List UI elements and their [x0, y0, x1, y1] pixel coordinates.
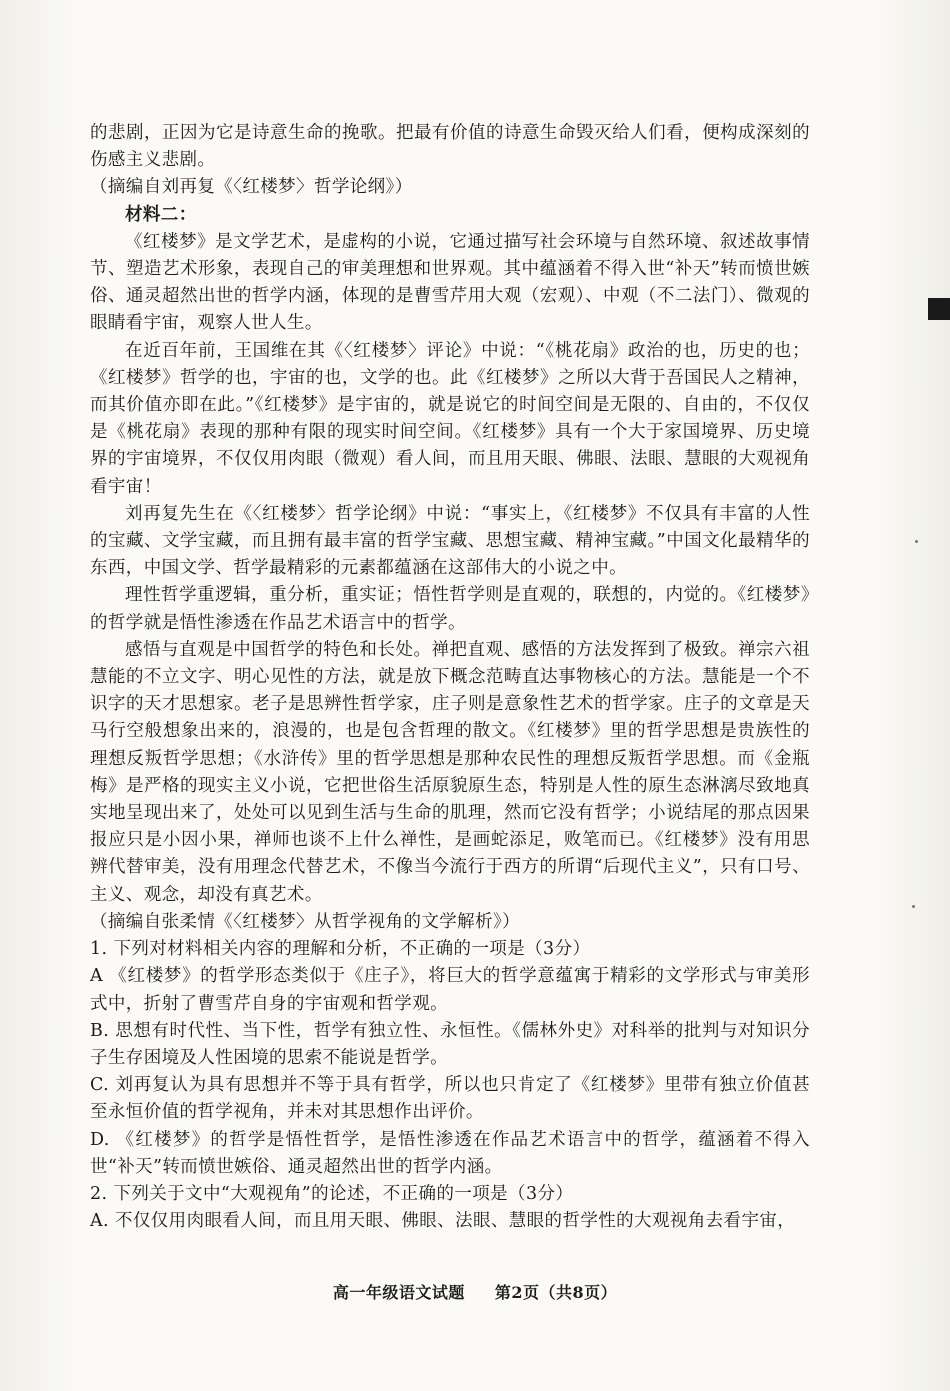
paragraph: 感悟与直观是中国哲学的特色和长处。禅把直观、感悟的方法发挥到了极致。禅宗六祖慧能的不立文字、明心见性的方法，就是放下概念范畴直达事物核心的方法。慧能是一个不识字的天才思想家。老子是思辨性哲学家，庄子则是意象性艺术的哲学家。庄子的文章是天马行空般想象出来的，浪漫的，也是包含哲理的散文。《红楼梦》里的哲学思想是贵族性的理想反叛哲学思想；《水浒传》里的哲学思想是那种农民性的理想反叛哲学思想。而《金瓶梅》是严格的现实主义小说，它把世俗生活原貌原生态，特别是人性的原生态淋漓尽致地真实地呈现出来了，处处可以见到生活与生命的肌理，然而它没有哲学；小说结尾的那点因果报应只是小因小果，禅师也谈不上什么禅性，是画蛇添足，败笔而已。《红楼梦》没有用思辨代替审美，没有用理念代替艺术，不像当今流行于西方的所谓“后现代主义”，只有口号、主义、观念，却没有真艺术。 [90, 639, 810, 905]
question-line: 1. 下列对材料相关内容的理解和分析，不正确的一项是（3分） [90, 939, 591, 960]
paragraph: 的悲剧，正因为它是诗意生命的挽歌。把最有价值的诗意生命毁灭给人们看，便构成深刻的伤感主义悲剧。 [90, 123, 810, 171]
paragraph: 刘再复先生在《〈红楼梦〉哲学论纲》中说：“事实上，《红楼梦》不仅具有丰富的人性的宝藏、文学宝藏，而且拥有最丰富的哲学宝藏、思想宝藏、精神宝藏。”中国文化最精华的东西，中国文学、哲学最精彩的元素都蕴涵在这部伟大的小说之中。 [90, 503, 810, 579]
question-line: 2. 下列关于文中“大观视角”的论述，不正确的一项是（3分） [90, 1183, 574, 1204]
scan-speck [912, 905, 915, 908]
page-footer [0, 1280, 950, 1303]
source-citation: （摘编自刘再复《〈红楼梦〉哲学论纲》） [90, 177, 413, 198]
source-citation: （摘编自张柔情《〈红楼梦〉从哲学视角的文学解析》） [90, 911, 520, 932]
paragraph: 理性哲学重逻辑，重分析，重实证；悟性哲学则是直观的，联想的，内觉的。《红楼梦》的哲学就是悟性渗透在作品艺术语言中的哲学。 [90, 585, 810, 633]
question-line: A. 不仅仅用肉眼看人间，而且用天眼、佛眼、法眼、慧眼的哲学性的大观视角去看宇宙， [90, 1211, 796, 1232]
question-line: A 《红楼梦》的哲学形态类似于《庄子》，将巨大的哲学意蕴寓于精彩的文学形式与审美形式中，折射了曹雪芹自身的宇宙观和哲学观。 [90, 966, 810, 1014]
question-line: B. 思想有时代性、当下性，哲学有独立性、永恒性。《儒林外史》对科举的批判与对知识分子生存困境及人性困境的思索不能说是哲学。 [90, 1020, 810, 1068]
exam-text-body [90, 120, 810, 1235]
question-line: C. 刘再复认为具有思想并不等于具有哲学，所以也只肯定了《红楼梦》里带有独立价值甚至永恒价值的哲学视角，并未对其思想作出评价。 [90, 1075, 810, 1123]
paragraph: 《红楼梦》是文学艺术，是虚构的小说，它通过描写社会环境与自然环境、叙述故事情节、塑造艺术形象，表现自己的审美理想和世界观。其中蕴涵着不得入世“补天”转而愤世嫉俗、通灵超然出世的哲学内涵，体现的是曹雪芹用大观（宏观）、中观（不二法门）、微观的眼睛看宇宙，观察人世人生。 [90, 231, 810, 334]
scan-speck [915, 540, 918, 543]
footer-page-number: 第2页（共8页） [494, 1283, 618, 1302]
footer-subject: 高一年级语文试题 [332, 1283, 465, 1302]
scan-edge-mark [928, 298, 950, 320]
paragraph: 在近百年前，王国维在其《〈红楼梦〉评论》中说：“《桃花扇》政治的也，历史的也；《红楼梦》哲学的也，宇宙的也，文学的也。此《红楼梦》之所以大背于吾国民人之精神，而其价值亦即在此。”《红楼梦》是宇宙的，就是说它的时间空间是无限的、自由的，不仅仅是《桃花扇》表现的那种有限的现实时间空间。《红楼梦》具有一个大于家国境界、历史境界的宇宙境界，不仅仅用肉眼（微观）看人间，而且用天眼、佛眼、法眼、慧眼的大观视角看宇宙！ [90, 340, 810, 497]
question-line: D. 《红楼梦》的哲学是悟性哲学，是悟性渗透在作品艺术语言中的哲学，蕴涵着不得入世“补天”转而愤世嫉俗、通灵超然出世的哲学内涵。 [90, 1129, 810, 1177]
section-title: 材料二： [125, 204, 197, 225]
